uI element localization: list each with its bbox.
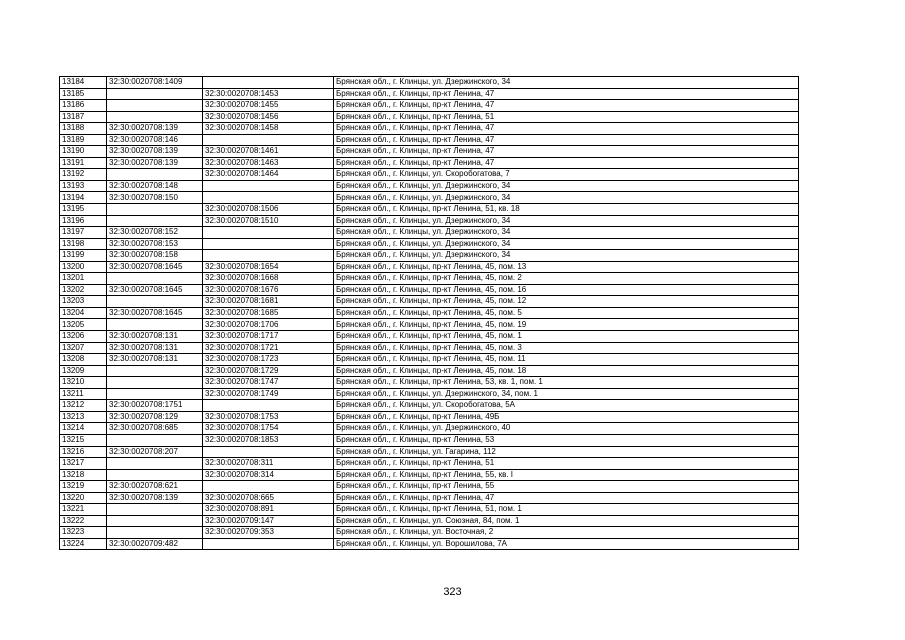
address-cell: Брянская обл., г. Клинцы, пр-кт Ленина, 51, кв. 18 <box>334 204 799 216</box>
cadastral-number-cell: 32:30:0020709:353 <box>203 527 334 539</box>
table-row <box>60 527 799 539</box>
cadastral-number-cell: 32:30:0020708:1754 <box>203 423 334 435</box>
cadastral-number-cell: 32:30:0020708:314 <box>203 469 334 481</box>
cadastral-number-cell: 32:30:0020708:1729 <box>203 365 334 377</box>
address-cell: Брянская обл., г. Клинцы, пр-кт Ленина, 45, пом. 19 <box>334 319 799 331</box>
address-cell: Брянская обл., г. Клинцы, пр-кт Ленина, 51 <box>334 458 799 470</box>
row-number-cell: 13208 <box>60 354 107 366</box>
row-number-cell: 13184 <box>60 77 107 89</box>
cadastral-number-cell: 32:30:0020708:139 <box>107 492 203 504</box>
table-row <box>60 423 799 435</box>
row-number-cell: 13218 <box>60 469 107 481</box>
table-row <box>60 296 799 308</box>
cadastral-number-cell <box>203 180 334 192</box>
cadastral-number-cell <box>107 365 203 377</box>
cadastral-number-cell <box>107 111 203 123</box>
address-cell: Брянская обл., г. Клинцы, пр-кт Ленина, 47 <box>334 146 799 158</box>
row-number-cell: 13200 <box>60 261 107 273</box>
table-row <box>60 77 799 89</box>
cadastral-number-cell <box>107 388 203 400</box>
row-number-cell: 13189 <box>60 134 107 146</box>
row-number-cell: 13212 <box>60 400 107 412</box>
row-number-cell: 13188 <box>60 123 107 135</box>
table-row <box>60 273 799 285</box>
address-cell: Брянская обл., г. Клинцы, пр-кт Ленина, 53, кв. 1, пом. 1 <box>334 377 799 389</box>
cadastral-number-cell: 32:30:0020708:139 <box>107 157 203 169</box>
table-row <box>60 227 799 239</box>
row-number-cell: 13213 <box>60 411 107 423</box>
table-row <box>60 238 799 250</box>
cadastral-number-cell <box>107 377 203 389</box>
cadastral-number-cell <box>203 238 334 250</box>
address-cell: Брянская обл., г. Клинцы, пр-кт Ленина, 47 <box>334 100 799 112</box>
table-row <box>60 192 799 204</box>
cadastral-number-cell: 32:30:0020708:1853 <box>203 434 334 446</box>
cadastral-number-cell: 32:30:0020708:1506 <box>203 204 334 216</box>
cadastral-number-cell: 32:30:0020708:1510 <box>203 215 334 227</box>
cadastral-number-cell: 32:30:0020708:891 <box>203 504 334 516</box>
table-row <box>60 261 799 273</box>
row-number-cell: 13204 <box>60 307 107 319</box>
cadastral-number-cell <box>203 77 334 89</box>
cadastral-number-cell <box>203 227 334 239</box>
address-cell: Брянская обл., г. Клинцы, пр-кт Ленина, 55 <box>334 481 799 493</box>
cadastral-number-cell: 32:30:0020708:148 <box>107 180 203 192</box>
table-row <box>60 458 799 470</box>
cadastral-number-cell: 32:30:0020708:1455 <box>203 100 334 112</box>
address-cell: Брянская обл., г. Клинцы, пр-кт Ленина, 45, пом. 5 <box>334 307 799 319</box>
cadastral-number-cell <box>107 273 203 285</box>
cadastral-number-cell <box>107 504 203 516</box>
cadastral-number-cell: 32:30:0020708:1645 <box>107 261 203 273</box>
cadastral-number-cell: 32:30:0020708:139 <box>107 146 203 158</box>
row-number-cell: 13187 <box>60 111 107 123</box>
cadastral-number-cell: 32:30:0020708:1458 <box>203 123 334 135</box>
cadastral-number-cell <box>107 169 203 181</box>
cadastral-number-cell: 32:30:0020708:311 <box>203 458 334 470</box>
table-row <box>60 157 799 169</box>
table-row <box>60 377 799 389</box>
address-cell: Брянская обл., г. Клинцы, ул. Дзержинского, 34 <box>334 77 799 89</box>
cadastral-number-cell: 32:30:0020709:482 <box>107 538 203 550</box>
address-cell: Брянская обл., г. Клинцы, пр-кт Ленина, 47 <box>334 134 799 146</box>
row-number-cell: 13185 <box>60 88 107 100</box>
table-row <box>60 354 799 366</box>
row-number-cell: 13215 <box>60 434 107 446</box>
cadastral-number-cell: 32:30:0020708:1676 <box>203 284 334 296</box>
row-number-cell: 13211 <box>60 388 107 400</box>
table-row <box>60 446 799 458</box>
address-cell: Брянская обл., г. Клинцы, пр-кт Ленина, 47 <box>334 123 799 135</box>
table-row <box>60 319 799 331</box>
cadastral-number-cell: 32:30:0020708:1749 <box>203 388 334 400</box>
cadastral-number-cell: 32:30:0020708:1409 <box>107 77 203 89</box>
address-cell: Брянская обл., г. Клинцы, ул. Дзержинского, 40 <box>334 423 799 435</box>
table-row <box>60 284 799 296</box>
address-cell: Брянская обл., г. Клинцы, пр-кт Ленина, 51, пом. 1 <box>334 504 799 516</box>
table-row <box>60 469 799 481</box>
table-row <box>60 331 799 343</box>
cadastral-number-cell: 32:30:0020708:1706 <box>203 319 334 331</box>
cadastral-number-cell: 32:30:0020708:1463 <box>203 157 334 169</box>
cadastral-number-cell <box>203 134 334 146</box>
table-row <box>60 307 799 319</box>
address-cell: Брянская обл., г. Клинцы, ул. Дзержинского, 34 <box>334 215 799 227</box>
cadastral-number-cell: 32:30:0020708:207 <box>107 446 203 458</box>
row-number-cell: 13195 <box>60 204 107 216</box>
cadastral-number-cell <box>107 434 203 446</box>
row-number-cell: 13198 <box>60 238 107 250</box>
row-number-cell: 13209 <box>60 365 107 377</box>
cadastral-number-cell: 32:30:0020708:153 <box>107 238 203 250</box>
cadastral-number-cell: 32:30:0020708:150 <box>107 192 203 204</box>
table-row <box>60 88 799 100</box>
table-row <box>60 515 799 527</box>
address-cell: Брянская обл., г. Клинцы, пр-кт Ленина, 45, пом. 13 <box>334 261 799 273</box>
table-row <box>60 504 799 516</box>
row-number-cell: 13193 <box>60 180 107 192</box>
table-row <box>60 180 799 192</box>
table-row <box>60 111 799 123</box>
cadastral-number-cell: 32:30:0020708:1753 <box>203 411 334 423</box>
address-cell: Брянская обл., г. Клинцы, пр-кт Ленина, 47 <box>334 88 799 100</box>
address-cell: Брянская обл., г. Клинцы, пр-кт Ленина, 51 <box>334 111 799 123</box>
row-number-cell: 13191 <box>60 157 107 169</box>
row-number-cell: 13216 <box>60 446 107 458</box>
address-cell: Брянская обл., г. Клинцы, пр-кт Ленина, 55, кв. I <box>334 469 799 481</box>
address-cell: Брянская обл., г. Клинцы, пр-кт Ленина, 47 <box>334 157 799 169</box>
row-number-cell: 13194 <box>60 192 107 204</box>
row-number-cell: 13196 <box>60 215 107 227</box>
table-row <box>60 204 799 216</box>
cadastral-number-cell <box>203 481 334 493</box>
cadastral-number-cell <box>203 400 334 412</box>
row-number-cell: 13222 <box>60 515 107 527</box>
cadastral-number-cell <box>203 538 334 550</box>
table-row <box>60 400 799 412</box>
address-cell: Брянская обл., г. Клинцы, ул. Дзержинского, 34 <box>334 192 799 204</box>
address-cell: Брянская обл., г. Клинцы, пр-кт Ленина, 45, пом. 1 <box>334 331 799 343</box>
address-cell: Брянская обл., г. Клинцы, ул. Скоробогатова, 7 <box>334 169 799 181</box>
address-cell: Брянская обл., г. Клинцы, пр-кт Ленина, 45, пом. 2 <box>334 273 799 285</box>
cadastral-number-cell: 32:30:0020708:146 <box>107 134 203 146</box>
cadastral-number-cell <box>107 319 203 331</box>
cadastral-number-cell: 32:30:0020708:1751 <box>107 400 203 412</box>
row-number-cell: 13224 <box>60 538 107 550</box>
row-number-cell: 13202 <box>60 284 107 296</box>
cadastral-number-cell: 32:30:0020708:1747 <box>203 377 334 389</box>
address-cell: Брянская обл., г. Клинцы, пр-кт Ленина, 49Б <box>334 411 799 423</box>
table-row <box>60 365 799 377</box>
cadastral-number-cell <box>107 296 203 308</box>
cadastral-number-cell <box>107 88 203 100</box>
cadastral-number-cell: 32:30:0020708:1461 <box>203 146 334 158</box>
table-row <box>60 342 799 354</box>
cadastral-number-cell <box>203 446 334 458</box>
table-row <box>60 481 799 493</box>
cadastral-number-cell: 32:30:0020708:1681 <box>203 296 334 308</box>
cadastral-number-cell <box>203 192 334 204</box>
cadastral-number-cell: 32:30:0020708:129 <box>107 411 203 423</box>
cadastral-number-cell <box>107 204 203 216</box>
row-number-cell: 13217 <box>60 458 107 470</box>
row-number-cell: 13206 <box>60 331 107 343</box>
cadastral-number-cell: 32:30:0020708:1685 <box>203 307 334 319</box>
cadastral-number-cell: 32:30:0020708:131 <box>107 354 203 366</box>
cadastral-number-cell: 32:30:0020708:1668 <box>203 273 334 285</box>
row-number-cell: 13201 <box>60 273 107 285</box>
cadastral-number-cell: 32:30:0020708:1717 <box>203 331 334 343</box>
table-row <box>60 123 799 135</box>
table-row <box>60 411 799 423</box>
address-cell: Брянская обл., г. Клинцы, ул. Восточная, 2 <box>334 527 799 539</box>
cadastral-number-cell: 32:30:0020708:1464 <box>203 169 334 181</box>
table-row <box>60 146 799 158</box>
row-number-cell: 13223 <box>60 527 107 539</box>
cadastral-number-cell <box>107 527 203 539</box>
cadastral-number-cell <box>107 215 203 227</box>
cadastral-number-cell: 32:30:0020708:1723 <box>203 354 334 366</box>
address-cell: Брянская обл., г. Клинцы, ул. Гагарина, 112 <box>334 446 799 458</box>
cadastral-number-cell <box>107 515 203 527</box>
address-cell: Брянская обл., г. Клинцы, ул. Скоробогатова, 5А <box>334 400 799 412</box>
cadastral-number-cell: 32:30:0020708:158 <box>107 250 203 262</box>
row-number-cell: 13199 <box>60 250 107 262</box>
registry-table-body <box>60 77 799 550</box>
row-number-cell: 13186 <box>60 100 107 112</box>
cadastral-number-cell: 32:30:0020708:685 <box>107 423 203 435</box>
address-cell: Брянская обл., г. Клинцы, пр-кт Ленина, 53 <box>334 434 799 446</box>
cadastral-number-cell <box>107 469 203 481</box>
cadastral-number-cell <box>107 458 203 470</box>
address-cell: Брянская обл., г. Клинцы, пр-кт Ленина, 45, пом. 11 <box>334 354 799 366</box>
cadastral-number-cell <box>203 250 334 262</box>
row-number-cell: 13207 <box>60 342 107 354</box>
address-cell: Брянская обл., г. Клинцы, пр-кт Ленина, 45, пом. 18 <box>334 365 799 377</box>
address-cell: Брянская обл., г. Клинцы, ул. Дзержинского, 34 <box>334 180 799 192</box>
cadastral-number-cell: 32:30:0020708:1645 <box>107 284 203 296</box>
cadastral-number-cell <box>107 100 203 112</box>
row-number-cell: 13220 <box>60 492 107 504</box>
table-row <box>60 134 799 146</box>
row-number-cell: 13214 <box>60 423 107 435</box>
table-row <box>60 100 799 112</box>
row-number-cell: 13190 <box>60 146 107 158</box>
row-number-cell: 13197 <box>60 227 107 239</box>
cadastral-number-cell: 32:30:0020708:131 <box>107 342 203 354</box>
cadastral-number-cell: 32:30:0020708:152 <box>107 227 203 239</box>
address-cell: Брянская обл., г. Клинцы, пр-кт Ленина, 45, пом. 12 <box>334 296 799 308</box>
cadastral-number-cell: 32:30:0020708:139 <box>107 123 203 135</box>
address-cell: Брянская обл., г. Клинцы, ул. Дзержинского, 34 <box>334 250 799 262</box>
address-cell: Брянская обл., г. Клинцы, ул. Дзержинского, 34 <box>334 227 799 239</box>
cadastral-number-cell: 32:30:0020708:665 <box>203 492 334 504</box>
address-cell: Брянская обл., г. Клинцы, ул. Дзержинского, 34, пом. 1 <box>334 388 799 400</box>
cadastral-number-cell: 32:30:0020709:147 <box>203 515 334 527</box>
cadastral-number-cell: 32:30:0020708:1456 <box>203 111 334 123</box>
table-row <box>60 434 799 446</box>
cadastral-number-cell: 32:30:0020708:131 <box>107 331 203 343</box>
table-row <box>60 492 799 504</box>
table-row <box>60 538 799 550</box>
cadastral-number-cell: 32:30:0020708:1453 <box>203 88 334 100</box>
table-row <box>60 215 799 227</box>
row-number-cell: 13203 <box>60 296 107 308</box>
cadastral-number-cell: 32:30:0020708:1654 <box>203 261 334 273</box>
registry-table <box>59 76 799 550</box>
address-cell: Брянская обл., г. Клинцы, ул. Ворошилова, 7А <box>334 538 799 550</box>
cadastral-number-cell: 32:30:0020708:1721 <box>203 342 334 354</box>
row-number-cell: 13205 <box>60 319 107 331</box>
table-row <box>60 169 799 181</box>
address-cell: Брянская обл., г. Клинцы, пр-кт Ленина, 45, пом. 16 <box>334 284 799 296</box>
row-number-cell: 13221 <box>60 504 107 516</box>
table-row <box>60 250 799 262</box>
table-row <box>60 388 799 400</box>
row-number-cell: 13192 <box>60 169 107 181</box>
address-cell: Брянская обл., г. Клинцы, ул. Дзержинского, 34 <box>334 238 799 250</box>
address-cell: Брянская обл., г. Клинцы, ул. Союзная, 84, пом. 1 <box>334 515 799 527</box>
cadastral-number-cell: 32:30:0020708:621 <box>107 481 203 493</box>
address-cell: Брянская обл., г. Клинцы, пр-кт Ленина, 45, пом. 3 <box>334 342 799 354</box>
address-cell: Брянская обл., г. Клинцы, пр-кт Ленина, 47 <box>334 492 799 504</box>
cadastral-number-cell: 32:30:0020708:1645 <box>107 307 203 319</box>
row-number-cell: 13219 <box>60 481 107 493</box>
page-number: 323 <box>443 586 462 598</box>
row-number-cell: 13210 <box>60 377 107 389</box>
